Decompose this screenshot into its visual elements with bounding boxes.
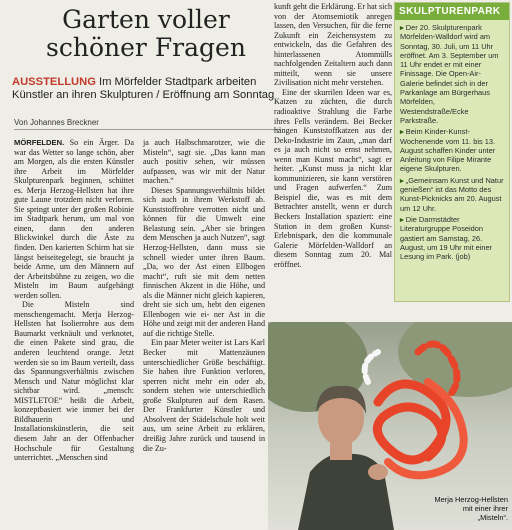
info-text: Die Darmstädter Literaturgruppe Poseidon gastiert am Samstag, 26. August, um 19 Uhr mit einer Lesung im Park. (job) <box>400 214 493 262</box>
paragraph: ja auch Halbschmarotzer, wie die Misteln“, sagt sie. „Das kann man auch positiv sehen, wir müssen aufpassen, was wir mit der Natur machen.“ <box>143 138 265 186</box>
article-column-3 <box>274 2 392 269</box>
paragraph-text: So ein Ärger. Da war das Wetter so lange schön, aber am Morgen, als die ersten Künstler ihre Arbeit im Mörfelder Skulpturenpark beginnen, schüttet es. Merja Herzog-Hellsten hat ihre gute Laune trotzdem nicht verloren. Sie springt unter der großen Robinie im Stadtpark herum, um mal von einen, dann den anderen Blickwinkel durch die Äste zu finden. Den karierten Schirm hat sie längst beiseitegelegt, sie braucht ja beide Arme, um den Männern auf der Arbeitsbühne zu zeigen, wo die Misteln im Baum aufgehängt werden sollen. <box>14 138 134 300</box>
info-paragraph <box>400 127 504 173</box>
bullet-icon: ▸ <box>400 214 406 224</box>
headline-line-1: Garten voller <box>62 5 230 34</box>
info-text: „Gemeinsam Kunst und Natur genießen“ ist das Motto des Kunst-Picknicks am 20. August um 12 Uhr. <box>400 175 504 213</box>
sculpture-tube-shape <box>377 384 446 460</box>
paragraph: Ein paar Meter weiter ist Lars Karl Becker mit Mattenzäunen unterschiedlicher Größe beschäftigt. Sie haben ihre Funktion verloren, sperren nicht mehr ein oder ab, sondern stehen wie unterschiedlich große Skulpturen auf dem Rasen. Der Frankfurter Künstler und Absolvent der Städelschule holt weit aus, um seine Arbeit zu erklären, dreißig Jahre zurück und tausend in die Zu- <box>143 338 265 453</box>
article-column-1 <box>14 138 134 463</box>
bullet-icon: ▸ <box>400 23 406 32</box>
paragraph: Die Misteln sind menschengemacht. Merja Herzog-Hellsten hat Isolierrohre aus dem Baumarkt verknäult und verknotet, die einen Pakete sind grau, die anderen leuchtend orange. Jetzt werden sie so im Baum verteilt, dass das Spannungsverhältnis zwischen Mensch und Natur möglichst klar sichtbar wird. „mensch: MISTLETOE“ heißt die Arbeit, konzeptbasiert wie immer bei der Bildhauerin und Installationskünstlerin, die seit diesem Jahr an der Offenbacher Hochschule für Gestaltung unterrichtet. „Menschen sind <box>14 300 134 463</box>
paragraph: Eine der skurrilen Ideen war es, Katzen zu züchten, die durch radioaktive Strahlung die Farbe ihres Fells verändern. Bei Becker hängen Kunststoffkatzen aus der Deko-Industrie im Zaun, „man darf es ja auch nicht so ernst nehmen, wenn man Kunst macht“, sagt er heiter. „Kunst muss ja nicht klar kommunizieren, sie kann verstören und Fragen aufwerfen.“ Zum Beispiel die, was es mit dem Betrachter anstellt, wenn er durch Beckers Installation spaziert: eine Station in dem großen Kunst-Erlebnispark, den die kommunale Galerie Mörfelden-Walldorf an diesem Sonntag zum 20. Mal eröffnet. <box>274 87 392 269</box>
info-paragraph <box>400 176 504 213</box>
paragraph <box>14 138 134 300</box>
info-paragraph <box>400 215 504 261</box>
info-text: Der 20. Skulpturenpark Mörfelden-Walldorf wird am Sonntag, 30. Juli, um 11 Uhr eröffnet. Am 3. September um 11 Uhr endet er mit einer Finissage. Die Open-Air-Galerie befindet sich in der Parkanlage am Bürgerhaus Mörfelden, Westendstraße/Ecke Parkstraße. <box>400 23 499 125</box>
info-box-body <box>395 20 509 266</box>
subheadline <box>12 76 280 102</box>
photo-caption: Merja Herzog-Hellsten mit einer ihrer „Misteln“. <box>434 495 508 522</box>
person-hand-shape <box>368 464 388 480</box>
headline <box>12 6 280 62</box>
info-box-heading-text: SKULPTURENPARK <box>399 6 501 17</box>
dateline: MÖRFELDEN. <box>14 138 65 147</box>
paragraph: Dieses Spannungsverhältnis bildet sich auch in ihrem Werkstoff ab. Kunststoffrohre verrotten nicht und können für die Umwelt eine Belastung sein. „Aber sie bringen dem Menschen ja auch Nutzen“, sagt Herzog-Hellsten, dann muss sie schnell wieder unter ihren Baum. „Da, wo der Ast einen Ellbogen macht“, ruft sie mit dem netten finnischen Akzent in die Höhe, und als die Männer nicht gleich kapieren, dreht sie sich um, hebt den eigenen Ellenbogen wie ei- ner Ast in die Höhe und zeigt mit der anderen Hand auf die richtige Stelle. <box>143 185 265 338</box>
info-box-heading <box>395 3 509 20</box>
byline: Von Johannes Breckner <box>14 118 280 130</box>
info-paragraph <box>400 23 504 125</box>
paragraph: kunft geht die Erklärung. Er hat sich von der Atomsemiotik anregen lassen, den Versuchen, für die ferne Zukunft ein Zeichensystem zu entwickeln, das die Gefahren des hinterlassenen Atommülls nachfolgenden Zeitaltern auch dann mitteilt, wenn sie unsere Zivilisation nicht mehr verstehen. <box>274 2 392 88</box>
bullet-icon: ▸ <box>400 127 406 137</box>
info-box <box>394 2 510 302</box>
photo <box>268 322 512 530</box>
kicker-text: Im Mörfelder Stadtpark arbeiten Künstler an ihren Skulpturen / Eröffnung am Sonntag <box>12 76 275 101</box>
article-column-2 <box>143 138 265 453</box>
kicker-tag: AUSSTELLUNG <box>12 76 96 88</box>
headline-line-2: schöner Fragen <box>46 33 246 62</box>
info-text: Beim Kinder-Kunst-Wochenende vom 11. bis 13. August schaffen Kinder unter Anleitung von Filipe Mirante eigene Skulpturen. <box>400 127 496 174</box>
bullet-icon: ▸ <box>400 175 406 185</box>
